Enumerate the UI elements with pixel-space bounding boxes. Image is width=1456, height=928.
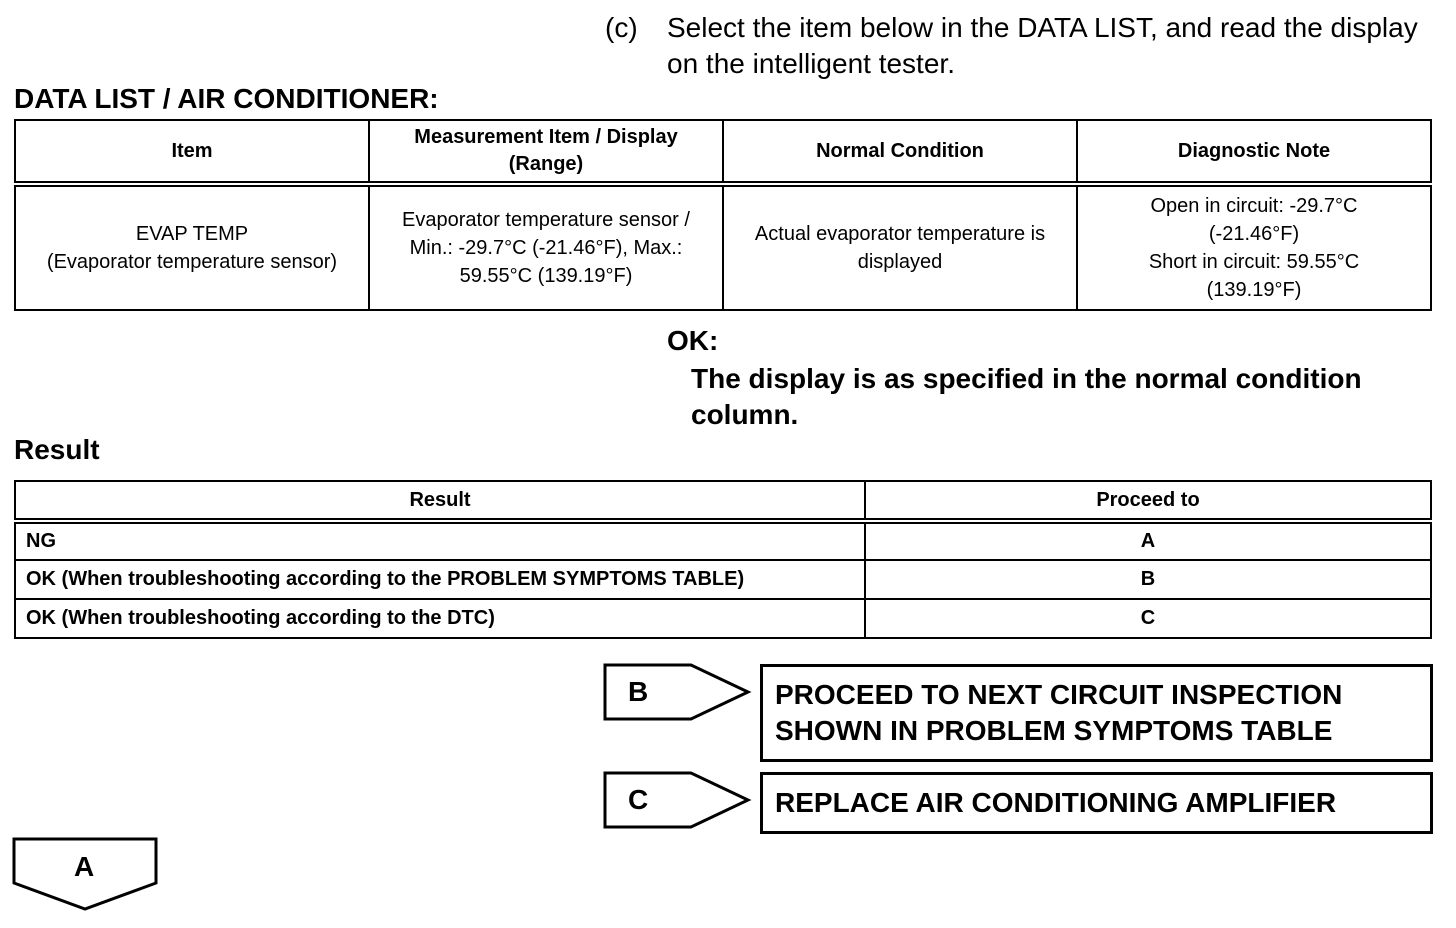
header-normal-condition: Normal Condition bbox=[723, 120, 1077, 184]
note-short-circuit: Short in circuit: 59.55°C (139.19°F) bbox=[1148, 251, 1360, 301]
data-list-title: DATA LIST / AIR CONDITIONER: bbox=[14, 83, 439, 114]
flow-label-c: C bbox=[628, 784, 649, 815]
table-row bbox=[15, 184, 1431, 310]
ok-text: The display is as specified in the normal condition column. bbox=[691, 363, 1362, 430]
flow-label-b: B bbox=[628, 676, 649, 707]
cell-item bbox=[15, 184, 369, 310]
flow-box-c: REPLACE AIR CONDITIONING AMPLIFIER bbox=[760, 772, 1433, 834]
flow-arrow-c bbox=[603, 771, 753, 831]
header-item: Item bbox=[15, 120, 369, 184]
proceed-value: C bbox=[865, 599, 1431, 638]
item-name: EVAP TEMP bbox=[135, 223, 249, 245]
flow-box-b: PROCEED TO NEXT CIRCUIT INSPECTION SHOWN IN PROBLEM SYMPTOMS TABLE bbox=[760, 664, 1433, 762]
proceed-value: A bbox=[865, 521, 1431, 560]
ok-label: OK: bbox=[667, 325, 719, 356]
step-label: (c) bbox=[605, 12, 638, 43]
table-row bbox=[15, 599, 1431, 638]
header-measurement: Measurement Item / Display (Range) bbox=[369, 120, 723, 184]
cell-normal-condition: Actual evaporator temperature is displayed bbox=[723, 184, 1077, 310]
note-open-circuit: Open in circuit: -29.7°C (-21.46°F) bbox=[1150, 195, 1358, 245]
proceed-value: B bbox=[865, 560, 1431, 599]
data-list-header-row bbox=[15, 120, 1431, 184]
header-proceed-to: Proceed to bbox=[865, 481, 1431, 521]
cell-measurement: Evaporator temperature sensor / Min.: -29.7°C (-21.46°F), Max.: 59.55°C (139.19°F) bbox=[369, 184, 723, 310]
cell-diagnostic-note bbox=[1077, 184, 1431, 310]
flow-arrow-b bbox=[603, 663, 753, 723]
result-title: Result bbox=[14, 434, 100, 465]
item-description: (Evaporator temperature sensor) bbox=[46, 251, 338, 273]
data-list-table bbox=[14, 119, 1432, 311]
step-text: Select the item below in the DATA LIST, and read the display on the intelligent tester. bbox=[667, 12, 1418, 79]
flow-label-a: A bbox=[74, 851, 95, 882]
header-diagnostic-note: Diagnostic Note bbox=[1077, 120, 1431, 184]
result-value: OK (When troubleshooting according to the PROBLEM SYMPTOMS TABLE) bbox=[15, 560, 865, 599]
table-row bbox=[15, 521, 1431, 560]
result-value: OK (When troubleshooting according to the DTC) bbox=[15, 599, 865, 638]
result-header-row bbox=[15, 481, 1431, 521]
table-row bbox=[15, 560, 1431, 599]
header-result: Result bbox=[15, 481, 865, 521]
result-value: NG bbox=[15, 521, 865, 560]
result-table bbox=[14, 480, 1432, 639]
